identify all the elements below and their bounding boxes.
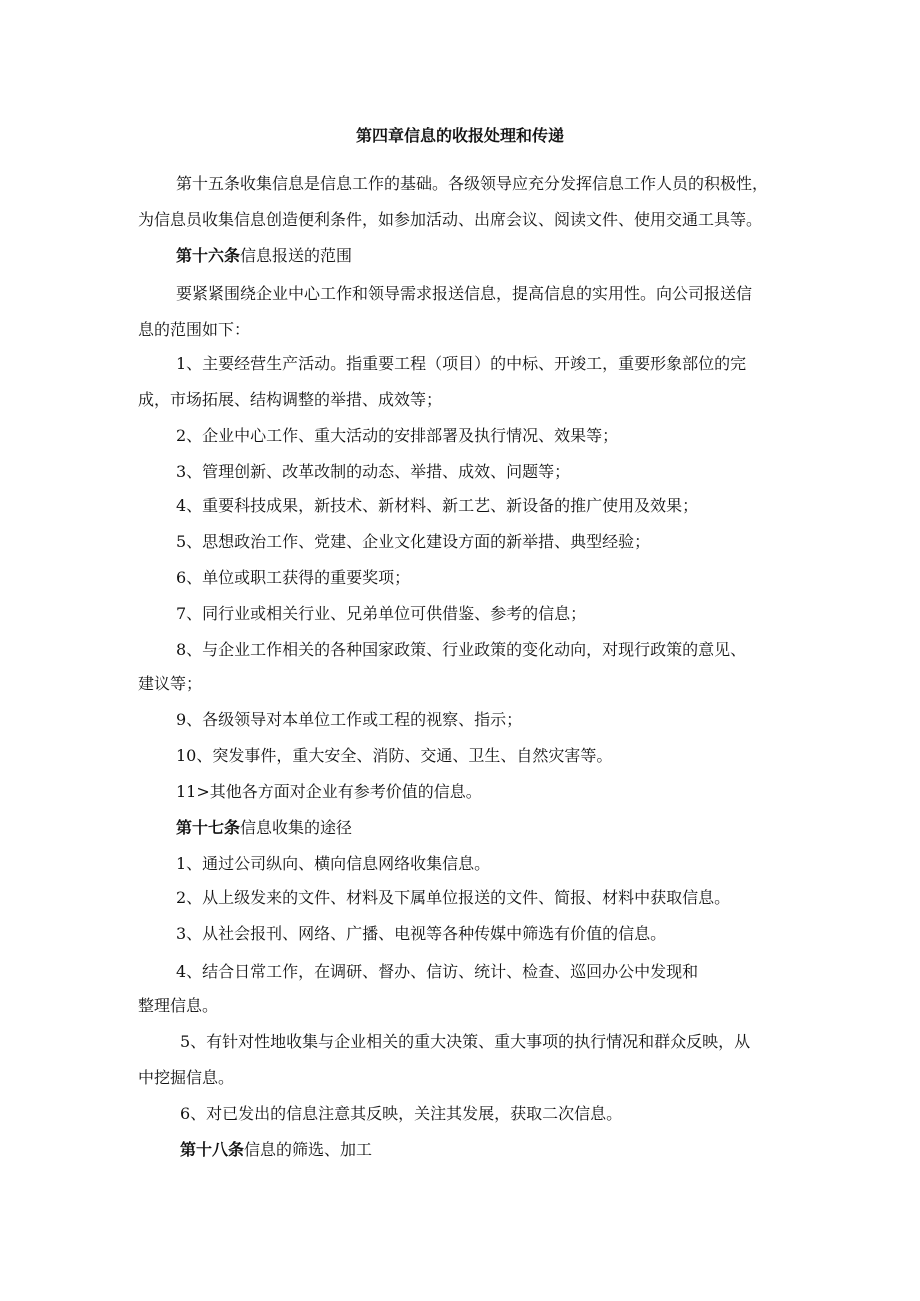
article-16-item-6: 6、单位或职工获得的重要奖项； — [176, 568, 411, 587]
article-16-item-8-line-2: 建议等； — [138, 674, 203, 693]
article-17-number: 第十七条 — [176, 818, 241, 837]
article-16-item-3: 3、管理创新、改革改制的动态、举措、成效、问题等； — [176, 462, 571, 481]
article-16-item-4: 4、重要科技成果，新技术、新材料、新工艺、新设备的推广使用及效果； — [176, 496, 699, 515]
article-18-heading — [180, 1138, 372, 1162]
article-16-item-1-line-1: 1、主要经营生产活动。指重要工程（项目）的中标、开竣工，重要形象部位的完 — [176, 354, 747, 373]
article-16-item-11: 11>其他各方面对企业有参考价值的信息。 — [176, 782, 482, 801]
article-16-item-1-line-2: 成，市场拓展、结构调整的举措、成效等； — [138, 390, 443, 409]
article-16-item-10: 10、突发事件，重大安全、消防、交通、卫生、自然灾害等。 — [176, 746, 613, 765]
article-17-item-5-line-1: 5、有针对性地收集与企业相关的重大决策、重大事项的执行情况和群众反映，从 — [180, 1032, 751, 1051]
article-17-item-1: 1、通过公司纵向、横向信息网络收集信息。 — [176, 854, 491, 873]
article-17-item-4-line-1: 4、结合日常工作，在调研、督办、信访、统计、检查、巡回办公中发现和 — [176, 962, 699, 981]
article-16-intro-line-1: 要紧紧围绕企业中心工作和领导需求报送信息，提高信息的实用性。向公司报送信 — [176, 284, 753, 303]
article-18-heading-text: 信息的筛选、加工 — [244, 1140, 373, 1159]
article-16-item-9: 9、各级领导对本单位工作或工程的视察、指示； — [176, 710, 523, 729]
article-16-item-5: 5、思想政治工作、党建、企业文化建设方面的新举措、典型经验； — [176, 532, 651, 551]
article-15-line-2: 为信息员收集信息创造便利条件，如参加活动、出席会议、阅读文件、使用交通工具等。 — [138, 210, 763, 229]
article-17-item-2: 2、从上级发来的文件、材料及下属单位报送的文件、简报、材料中获取信息。 — [176, 888, 731, 907]
article-16-item-8-line-1: 8、与企业工作相关的各种国家政策、行业政策的变化动向，对现行政策的意见、 — [176, 640, 747, 659]
article-16-item-7: 7、同行业或相关行业、兄弟单位可供借鉴、参考的信息； — [176, 604, 587, 623]
chapter-title: 第四章信息的收报处理和传递 — [355, 126, 564, 145]
article-17-heading-text: 信息收集的途径 — [240, 818, 353, 837]
article-17-item-6: 6、对已发出的信息注意其反映，关注其发展，获取二次信息。 — [180, 1104, 623, 1123]
article-17-item-3: 3、从社会报刊、网络、广播、电视等各种传媒中筛选有价值的信息。 — [176, 924, 667, 943]
article-16-heading-text: 信息报送的范围 — [240, 246, 353, 265]
article-17-item-5-line-2: 中挖掘信息。 — [138, 1068, 235, 1087]
article-16-intro-line-2: 息的范围如下： — [138, 320, 251, 339]
article-18-number: 第十八条 — [180, 1140, 245, 1159]
article-16-item-2: 2、企业中心工作、重大活动的安排部署及执行情况、效果等； — [176, 426, 619, 445]
article-17-heading — [176, 816, 352, 840]
article-17-item-4-line-2: 整理信息。 — [138, 996, 219, 1015]
article-16-heading — [176, 244, 352, 268]
article-15-line-1: 第十五条收集信息是信息工作的基础。各级领导应充分发挥信息工作人员的积极性， — [176, 174, 769, 193]
article-16-number: 第十六条 — [176, 246, 241, 265]
